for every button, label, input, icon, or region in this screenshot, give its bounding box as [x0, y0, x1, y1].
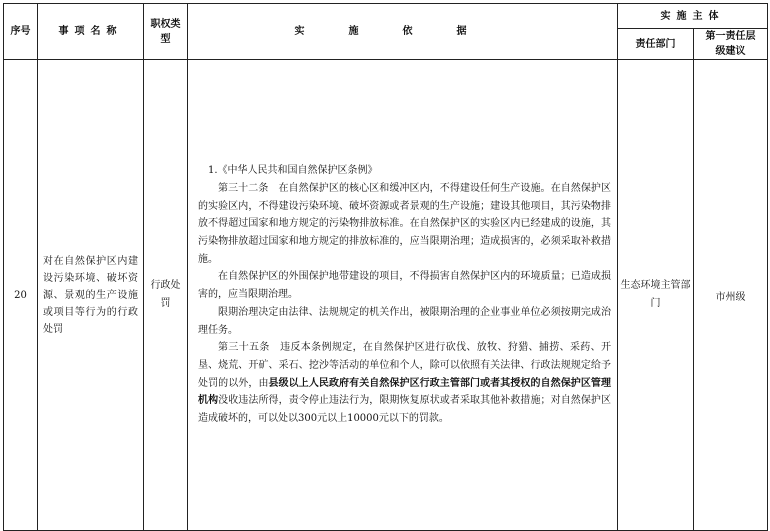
header-level: 第一责任层级建议 [694, 29, 768, 60]
power-list-table [3, 3, 768, 531]
row-dept: 生态环境主管部门 [618, 60, 694, 531]
header-seq: 序号 [4, 4, 38, 60]
basis-article-32-para2: 在自然保护区的外围保护地带建设的项目，不得损害自然保护区内的环境质量；已造成损害的，应当限期治理。 [198, 271, 611, 301]
header-dept: 责任部门 [618, 29, 694, 60]
row-basis [188, 60, 618, 531]
article-35-text-after: 没收违法所得，责令停止违法行为，限期恢复原状或者采取其他补救措施；对自然保护区造成破坏的，可以处以300元以上10000元以下的罚款。 [198, 395, 612, 425]
row-item-name: 对在自然保护区内建设污染环境、破坏资源、景观的生产设施或项目等行为的行政处罚 [38, 60, 144, 531]
row-seq: 20 [4, 60, 38, 531]
header-power-type: 职权类型 [144, 4, 188, 60]
basis-article-32: 第三十二条 在自然保护区的核心区和缓冲区内，不得建设任何生产设施。在自然保护区的实验区内，不得建设污染环境、破坏资源或者景观的生产设施；建设其他项目，其污染物排放不得超过国家和地方规定的污染物排放标准。在自然保护区的实验区内已经建成的设施，其污染物排放超过国家和地方规定的排放标准的，应当限期治理；造成损害的，必须采取补救措施。 [198, 182, 611, 265]
row-power-type: 行政处罚 [144, 60, 188, 531]
basis-title: 1.《中华人民共和国自然保护区条例》 [208, 165, 378, 177]
article-35-text-before: 第三十五条 违反本条例规定，在自然保护区进行砍伐、放牧、狩猎、捕捞、采药、开垦、烧荒、开矿、采石、挖沙等活动的单位和个人，除可以依照有关法律、行政法规规定给予处罚的以外，由 [198, 342, 611, 389]
article-35-bold-authority: 县级以上人民政府有关自然保护区行政主管部门或者其授权的自然保护区管理机构 [198, 377, 612, 407]
header-subject: 实施主体 [618, 4, 768, 29]
basis-article-32-para3: 限期治理决定由法律、法规规定的机关作出，被限期治理的企业事业单位必须按期完成治理任务。 [198, 306, 611, 336]
row-level: 市州级 [694, 60, 768, 531]
header-basis: 实施依据 [188, 4, 618, 60]
header-item-name: 事项名称 [38, 4, 144, 60]
table-row [4, 60, 768, 531]
basis-article-35 [198, 339, 611, 428]
